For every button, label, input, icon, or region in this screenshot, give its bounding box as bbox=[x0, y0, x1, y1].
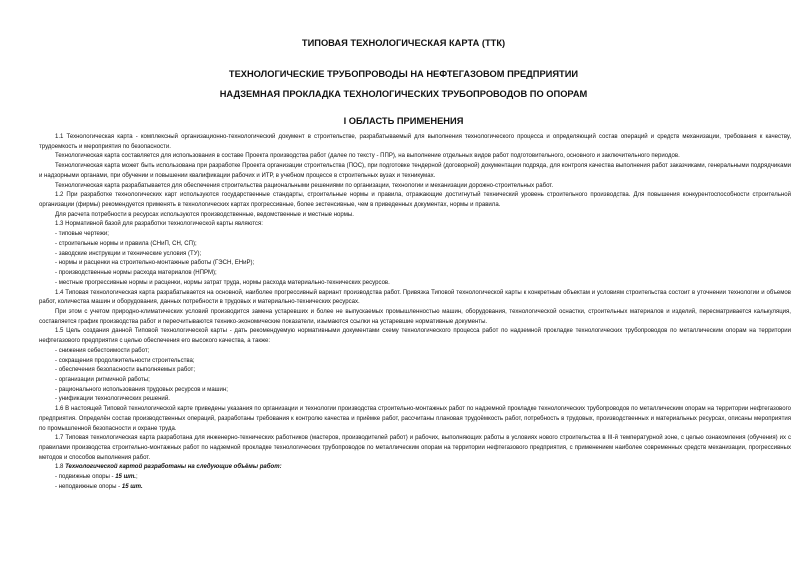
list-item: - организации ритмичной работы; bbox=[55, 376, 150, 383]
document-body bbox=[39, 133, 791, 493]
volume-label: - неподвижные опоры - bbox=[55, 483, 122, 490]
list-item: - типовые чертежи; bbox=[55, 231, 109, 238]
volume-value: 15 шт. bbox=[115, 474, 136, 481]
list-item: - производственные нормы расхода материалов (НПРМ); bbox=[55, 270, 217, 277]
paragraph: 1.5 Цель создания данной Типовой технологической карты - дать рекомендуемую нормативными документами схему технологического процесса работ по надземной прокладке технологических трубопроводов по металлическим опорам на территории нефтегазового предприятия с целью обеспечения его высокого качества, а также: bbox=[39, 328, 791, 345]
list-item: - унификации технологических решений. bbox=[55, 396, 170, 403]
volume-value: 15 шт. bbox=[121, 483, 143, 490]
paragraph: 1.7 Типовая технологическая карта разработана для инженерно-технических работников (мастеров, производителей работ) и рабочих, выполняющих работы в условиях нового строительства в III-й температурной зоне, с целью ознакомления (обучения) их с правилами производства строительно-монтажных работ по надземной прокладке технологических трубопроводов по металлическим опорам на территории нефтегазового предприятия, с применением наиболее современных средств механизации, прогрессивных методов и способов выполнения работ. bbox=[39, 435, 791, 461]
paragraph: Технологическая карта разрабатывается для обеспечения строительства рациональными решениями по организации, технологии и механизации дорожно-строительных работ. bbox=[55, 182, 554, 189]
list-item: - строительные нормы и правила (СНиП, СН, СП); bbox=[55, 240, 197, 247]
list-item: - снижения себестоимости работ; bbox=[55, 347, 150, 354]
list-item: - сокращения продолжительности строительства; bbox=[55, 357, 195, 364]
paragraph: Для расчета потребности в ресурсах используются производственные, ведомственные и местные нормы. bbox=[55, 211, 354, 218]
list-item bbox=[39, 473, 791, 483]
paragraph: При этом с учетом природно-климатических условий производится замена устаревших и более не выпускаемых промышленностью машин, оборудования, технологической оснастки, строительных материалов и изделий, пересматривается калькуляция, составляется график производства работ и пересчитываются технико-экономические показатели, изымаются ссылки на устаревшие нормативные документы. bbox=[39, 308, 791, 325]
paragraph-1-8 bbox=[39, 463, 791, 473]
paragraph: 1.1 Технологическая карта - комплексный организационно-технологический документ в строительстве, разрабатываемый для выполнения технологического процесса и определяющий состав операций и средств механизации, требования к качеству, трудоемкость и мероприятия по безопасности. bbox=[39, 134, 791, 150]
paragraph: 1.2 При разработке технологических карт используются государственные стандарты, строительные нормы и правила, отражающие достигнутый технический уровень строительного производства. Для повышения конкурентоспособности строительной организации (фирмы) рекомендуется применять в технологических картах прогрессивные, более экстенсивные, чем в приведенных документах, нормы и правила. bbox=[39, 192, 791, 209]
list-item: - заводские инструкции и технические условия (ТУ); bbox=[55, 250, 202, 257]
document-subtitle-2: НАДЗЕМНАЯ ПРОКЛАДКА ТЕХНОЛОГИЧЕСКИХ ТРУБОПРОВОДОВ ПО ОПОРАМ bbox=[219, 89, 588, 99]
list-item: - нормы и расценки на строительно-монтажные работы (ГЭСН, ЕНиР); bbox=[55, 260, 255, 267]
document-title: ТИПОВАЯ ТЕХНОЛОГИЧЕСКАЯ КАРТА (ТТК) bbox=[301, 38, 506, 48]
paragraph: 1.4 Типовая технологическая карта разрабатывается на основной, наиболее прогрессивный вариант производства работ. Привязка Типовой технологической карты к конкретным объектам и условиям строительства состоит в уточнении технологии и объемов работ, количества машин и оборудования, данных потребности в трудовых и материально-технических ресурсах. bbox=[39, 289, 791, 306]
paragraph: Технологическая карта может быть использована при разработке Проекта организации строительства (ПОС), при подготовке тендерной (договорной) документации подряда, для контроля качества выполнения работ заказчиками, генеральными подрядчиками и надзорными органами, при обучении и повышении квалификации рабочих и ИТР, в учебном процессе в строительных вузах и техникумах. bbox=[39, 163, 791, 179]
item-number: 1.8 bbox=[55, 464, 66, 471]
document-subtitle-1: ТЕХНОЛОГИЧЕСКИЕ ТРУБОПРОВОДЫ НА НЕФТЕГАЗОВОМ ПРЕДПРИЯТИИ bbox=[228, 69, 579, 79]
section-heading: I ОБЛАСТЬ ПРИМЕНЕНИЯ bbox=[343, 116, 464, 126]
paragraph: Технологическая карта составляется для использования в составе Проекта производства работ (далее по тексту - ППР), на выполнение отдельных видов работ подготовительного, основного и заключительного периодов. bbox=[55, 153, 680, 160]
list-item bbox=[39, 483, 791, 493]
item-title: Технологической картой разработаны на следующие объёмы работ: bbox=[65, 464, 282, 471]
volume-suffix: ; bbox=[135, 474, 138, 481]
paragraph: 1.3 Нормативной базой для разработки технологической карты являются: bbox=[55, 221, 263, 228]
volume-label: - подвижные опоры - bbox=[55, 474, 116, 481]
list-item: - местные прогрессивные нормы и расценки, нормы затрат труда, нормы расхода материально-технических ресурсов. bbox=[55, 279, 390, 286]
paragraph: 1.6 В настоящей Типовой технологической карте приведены указания по организации и технологии производства строительно-монтажных работ по надземной прокладке технологических трубопроводов по металлическим опорам на территории нефтегазового предприятия. Определён состав производственных операций, разработаны требования к контролю качества и приёмке работ, рассчитаны плановая трудоёмкость работ, потребность в трудовых, производственных и материальных ресурсах, описаны мероприятия по промышленной безопасности и охране труда. bbox=[39, 406, 791, 432]
list-item: - обеспечения безопасности выполняемых работ; bbox=[55, 367, 196, 374]
list-item: - рационального использования трудовых ресурсов и машин; bbox=[55, 386, 228, 393]
